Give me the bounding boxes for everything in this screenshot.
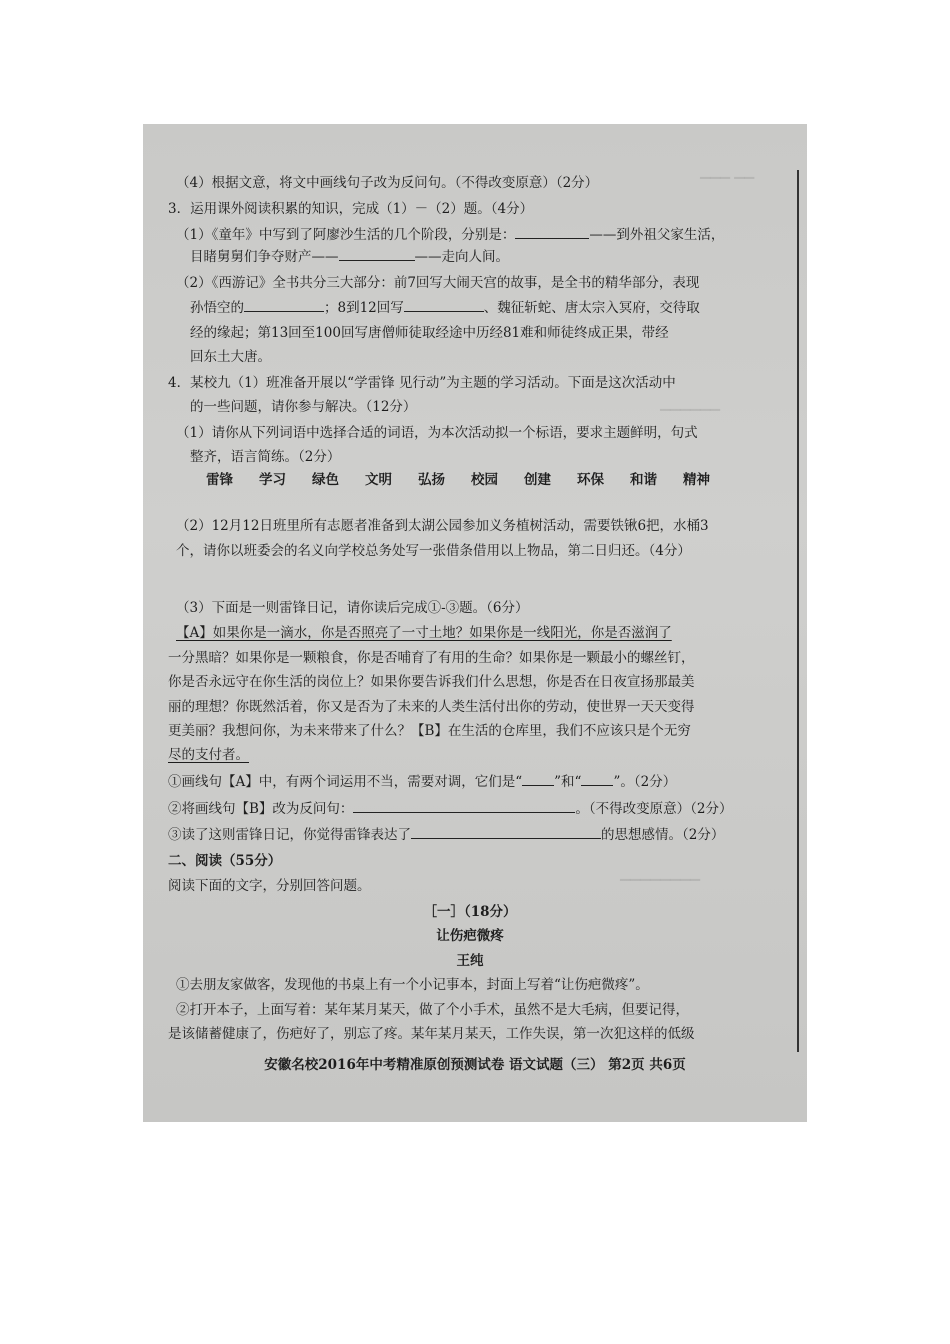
word-bank-item: 文明: [365, 472, 392, 488]
bleed-through-text: ▔▔▔▔▔▔▔▔: [620, 880, 700, 895]
diary-line: 更美丽？我想问你，为未来带来了什么？【B】在生活的仓库里，我们不应该只是个无穷: [168, 723, 691, 739]
diary-line: 尽的支付者。: [168, 747, 249, 763]
question-4-1-line1: （1）请你从下列词语中选择合适的词语，为本次活动拟一个标语，要求主题鲜明，句式: [176, 425, 698, 441]
question-4-2-line1: （2）12月12日班里所有志愿者准备到太湖公园参加义务植树活动，需要铁锹6把，水桶3: [176, 518, 709, 534]
word-bank: [206, 471, 736, 489]
question-3-2-line3: 经的缘起；第13回至100回写唐僧师徒取经途中历经81难和师徒终成正果，带经: [190, 325, 669, 341]
article-paragraph: ②打开本子，上面写着：某年某月某天，做了个小手术，虽然不是大毛病，但要记得，: [176, 1002, 689, 1018]
section-heading: 二、阅读（55分）: [168, 853, 282, 869]
section-intro: 阅读下面的文字，分别回答问题。: [168, 878, 371, 894]
answer-blank[interactable]: [244, 299, 324, 312]
word-bank-item: 学习: [259, 472, 286, 488]
word-bank-item: 精神: [683, 472, 710, 488]
subquestion-1: [168, 773, 676, 791]
diary-line: 一分黑暗？如果你是一颗粮食，你是否哺育了有用的生命？如果你是一颗最小的螺丝钉，: [168, 650, 695, 666]
subquestion-2-text: ②将画线句【B】改为反问句：: [168, 801, 354, 817]
answer-blank[interactable]: [404, 299, 484, 312]
question-3-2-line2: [190, 299, 700, 317]
question-4-title-line2: 的一些问题，请你参与解决。（12分）: [190, 399, 417, 415]
question-3-2-text: 、魏征斩蛇、唐太宗入冥府，交待取: [483, 300, 700, 316]
word-bank-item: 环保: [577, 472, 604, 488]
question-3-2-text: ；8到12回写: [324, 300, 404, 316]
answer-blank[interactable]: [581, 773, 613, 786]
bleed-through-text: ▔▔▔ ▔▔: [700, 178, 755, 193]
subquestion-1-text: ①画线句【A】中，有两个词运用不当，需要对调，它们是“: [168, 774, 523, 790]
diary-line: 你是否永远守在你生活的岗位上？如果你要告诉我们什么思想，你是否在日夜宣扬那最美: [168, 674, 695, 690]
word-bank-item: 校园: [471, 472, 498, 488]
question-3-title: 3．运用课外阅读积累的知识，完成（1）－（2）题。（4分）: [168, 201, 534, 217]
word-bank-item: 和谐: [630, 472, 657, 488]
word-bank-item: 绿色: [312, 472, 339, 488]
word-bank-item: 雷锋: [206, 472, 233, 488]
answer-blank[interactable]: [339, 248, 415, 261]
answer-blank[interactable]: [411, 826, 601, 839]
page-footer: 安徽名校2016年中考精准原创预测试卷 语文试题（三） 第2页 共6页: [264, 1057, 686, 1073]
question-3-2-line4: 回东土大唐。: [190, 349, 271, 365]
subquestion-3-text: 的思想感情。（2分）: [601, 827, 725, 843]
article-paragraph: ①去朋友家做客，发现他的书桌上有一个小记事本，封面上写着“让伤疤微疼”。: [176, 977, 649, 993]
article-paragraph: 是该储蓄健康了，伤疤好了，别忘了疼。某年某月某天，工作失误，第一次犯这样的低级: [168, 1026, 695, 1042]
answer-blank[interactable]: [522, 773, 554, 786]
question-3-1-line2: [190, 248, 509, 266]
question-3-2-text: 孙悟空的: [190, 300, 244, 316]
subquestion-1-text: ”和“: [554, 774, 582, 790]
question-4-3-title: （3）下面是一则雷锋日记，请你读后完成①-③题。（6分）: [176, 600, 529, 616]
word-bank-item: 创建: [524, 472, 551, 488]
answer-blank[interactable]: [353, 800, 575, 813]
article-author: 王纯: [456, 953, 484, 969]
word-bank-item: 弘扬: [418, 472, 445, 488]
subquestion-3: [168, 826, 724, 844]
question-3-1-text: 目睹舅舅们争夺财产——: [190, 249, 339, 265]
question-3-4: （4）根据文意，将文中画线句子改为反问句。（不得改变原意）（2分）: [176, 175, 599, 191]
diary-line: 【A】如果你是一滴水，你是否照亮了一寸土地？如果你是一线阳光，你是否滋润了: [176, 625, 672, 641]
subquestion-3-text: ③读了这则雷锋日记，你觉得雷锋表达了: [168, 827, 411, 843]
answer-blank[interactable]: [515, 226, 589, 239]
question-4-2-line2: 个，请你以班委会的名义向学校总务处写一张借条借用以上物品，第二日归还。（4分）: [176, 543, 691, 559]
subquestion-2-text: 。（不得改变原意）（2分）: [575, 801, 733, 817]
article-title: 让伤疤微疼: [436, 928, 504, 944]
question-3-1-line1: [176, 226, 724, 244]
subquestion-1-text: ”。（2分）: [613, 774, 677, 790]
subquestion-2: [168, 800, 733, 818]
bleed-through-text: ▔▔▔▔▔▔: [660, 410, 720, 425]
question-3-1-text: ——走向人间。: [414, 249, 509, 265]
reading-part-label: ［一］（18分）: [423, 904, 517, 920]
question-3-2-line1: （2）《西游记》全书共分三大部分：前7回写大闹天宫的故事，是全书的精华部分，表现: [176, 275, 700, 291]
diary-line: 丽的理想？你既然活着，你又是否为了未来的人类生活付出你的劳动，使世界一天天变得: [168, 699, 695, 715]
page-edge-rule: [797, 170, 799, 1052]
question-3-1-text: （1）《童年》中写到了阿廖沙生活的几个阶段，分别是：: [176, 227, 516, 243]
question-3-1-text: ——到外祖父家生活，: [589, 227, 725, 243]
question-4-1-line2: 整齐，语言简练。（2分）: [190, 449, 341, 465]
question-4-title-line1: 4．某校九（1）班准备开展以“学雷锋 见行动”为主题的学习活动。下面是这次活动中: [168, 375, 676, 391]
